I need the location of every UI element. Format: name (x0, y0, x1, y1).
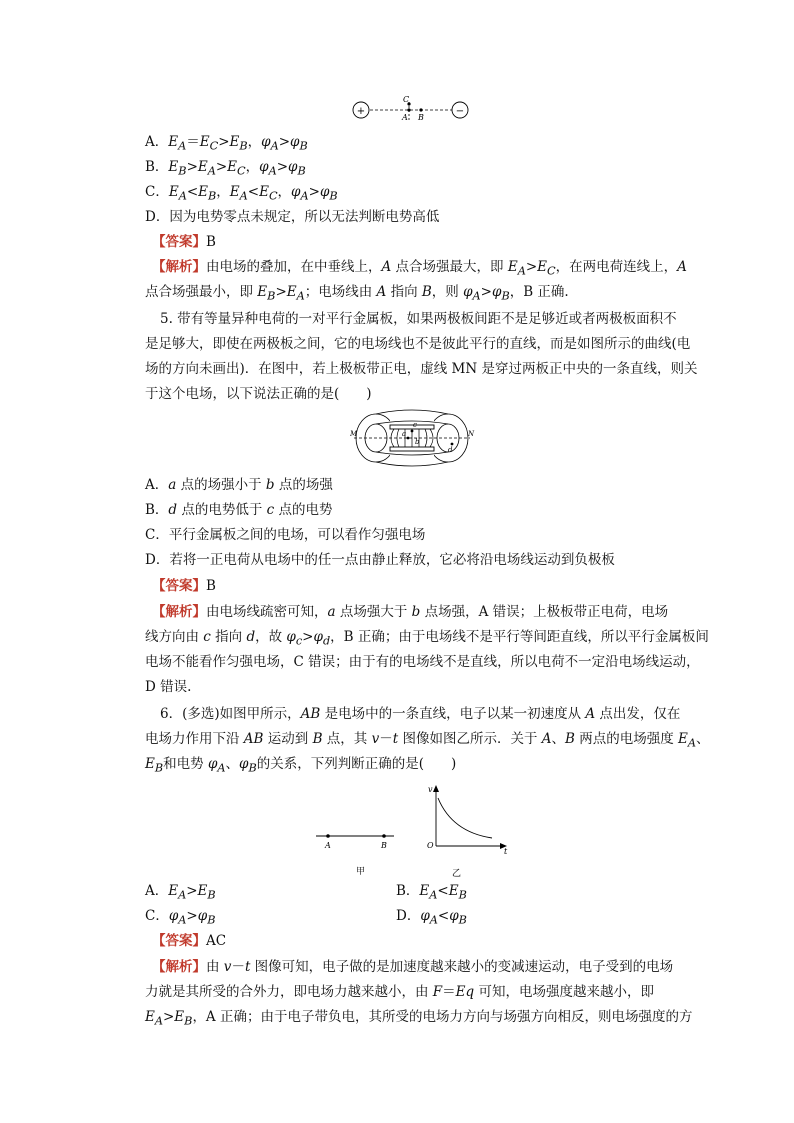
q5-stem-1: 5. 带有等量异种电荷的一对平行金属板，如果两极板间距不是足够近或者两极板面积不 (160, 311, 677, 327)
label-t: t (504, 847, 508, 856)
label-b5: b (415, 438, 420, 446)
q4-option-b: B．$E_B>E_A>E_C$，$\varphi_A>\varphi_B$ (145, 159, 306, 178)
label-jia: 甲 (356, 867, 366, 877)
q6-option-d: D．$\varphi_A<\varphi_B$ (396, 908, 467, 927)
q5-option-c: C．平行金属板之间的电场，可以看作匀强电场 (145, 527, 426, 543)
label-m: M (350, 430, 358, 438)
q5-option-b: B．d 点的电势低于 c 点的电势 (145, 502, 333, 518)
label-yi: 乙 (452, 869, 462, 879)
q4-option-c: C．$E_A<E_B$，$E_A<E_C$，$\varphi_A>\varphi_B$ (145, 184, 338, 203)
label-n: N (468, 430, 475, 438)
q5-stem-3: 场的方向未画出)．在图中，若上极板带正电，虚线 MN 是穿过两板正中央的一条直线，则关 (145, 361, 698, 377)
label-a: A (402, 113, 408, 122)
q5-option-d: D．若将一正电荷从电场中的任一点由静止释放，它必将沿电场线运动到负极板 (145, 552, 615, 568)
q5-stem-4: 于这个电场，以下说法正确的是( ) (145, 386, 372, 402)
plus-sign: + (356, 106, 366, 117)
q5-analysis-line1: 【解析】由电场线疏密可知，a 点场强大于 b 点场强，A 错误；上极板带正电荷，电场 (152, 604, 669, 620)
label-v: v (428, 785, 433, 794)
q4-option-d: D．因为电势零点未规定，所以无法判断电势高低 (145, 209, 440, 225)
q6-analysis-line2: 力就是其所受的合外力，即电场力越来越小，由 F＝Eq 可知，电场强度越来越小，即 (145, 984, 654, 1000)
q6-figure (312, 780, 512, 880)
label-b: B (418, 113, 424, 122)
q4-answer: 【答案】B (152, 234, 216, 250)
q6-stem-2: 电场力作用下沿 AB 运动到 B 点，其 v－t 图像如图乙所示．关于 A、B 两点的电场强度 $E_A$、 (145, 731, 710, 750)
q5-stem-2: 是足够大，即使在两极板之间，它的电场线也不是彼此平行的直线，而是如图所示的曲线(电 (145, 336, 691, 352)
q4-analysis-line2: 点合场强最小，即 $E_B>E_A$；电场线由 A 指向 B，则 $\varphi_A>\varphi_B$，B 正确. (145, 284, 569, 303)
q4-figure (348, 92, 473, 126)
q6-stem-1: 6．(多选)如图甲所示，AB 是电场中的一条直线，电子以某一初速度从 A 点出发，仅在 (160, 706, 681, 722)
q5-analysis-line4: D 错误. (145, 679, 192, 695)
label-d5: d (448, 446, 453, 454)
minus-sign: − (455, 106, 465, 117)
q6-analysis-line3: $E_A>E_B$，A 正确；由于电子带负电，其所受的电场力方向与场强方向相反，则电场强度的方 (145, 1009, 693, 1028)
q5-option-a: A．a 点的场强小于 b 点的场强 (145, 477, 333, 493)
label-c5: c (413, 421, 417, 429)
label-a5: a (402, 430, 407, 438)
q5-analysis-line3: 电场不能看作匀强电场，C 错误；由于有的电场线不是直线，所以电荷不一定沿电场线运动， (145, 654, 700, 670)
label-a6: A (325, 841, 331, 850)
q5-answer: 【答案】B (152, 578, 216, 594)
q6-option-b: B．$E_A<E_B$ (396, 883, 467, 902)
q4-option-a: A．$E_A=E_C>E_B$，$\varphi_A>\varphi_B$ (145, 134, 308, 153)
q6-option-a: A．$E_A>E_B$ (145, 883, 216, 902)
q6-analysis-line1: 【解析】由 v－t 图像可知，电子做的是加速度越来越小的变减速运动，电子受到的电场 (152, 959, 674, 975)
label-c: C (403, 95, 410, 104)
q6-option-c: C．$\varphi_A>\varphi_B$ (145, 908, 216, 927)
q5-figure (350, 408, 475, 468)
q6-answer: 【答案】AC (152, 933, 227, 949)
q6-stem-3: $E_B$和电势 $\varphi_A$、$\varphi_B$的关系，下列判断正确的是( ) (145, 756, 457, 775)
q5-analysis-line2: 线方向由 c 指向 d，故 $\varphi_c>\varphi_d$，B 正确；由于电场线不是平行等间距直线，所以平行金属板间 (145, 629, 709, 648)
label-o: O (427, 841, 434, 850)
q4-analysis-line1: 【解析】由电场的叠加，在中垂线上，A 点合场强最大，即 $E_A>E_C$，在两电荷连线上，A (152, 259, 687, 278)
label-b6: B (381, 841, 387, 850)
